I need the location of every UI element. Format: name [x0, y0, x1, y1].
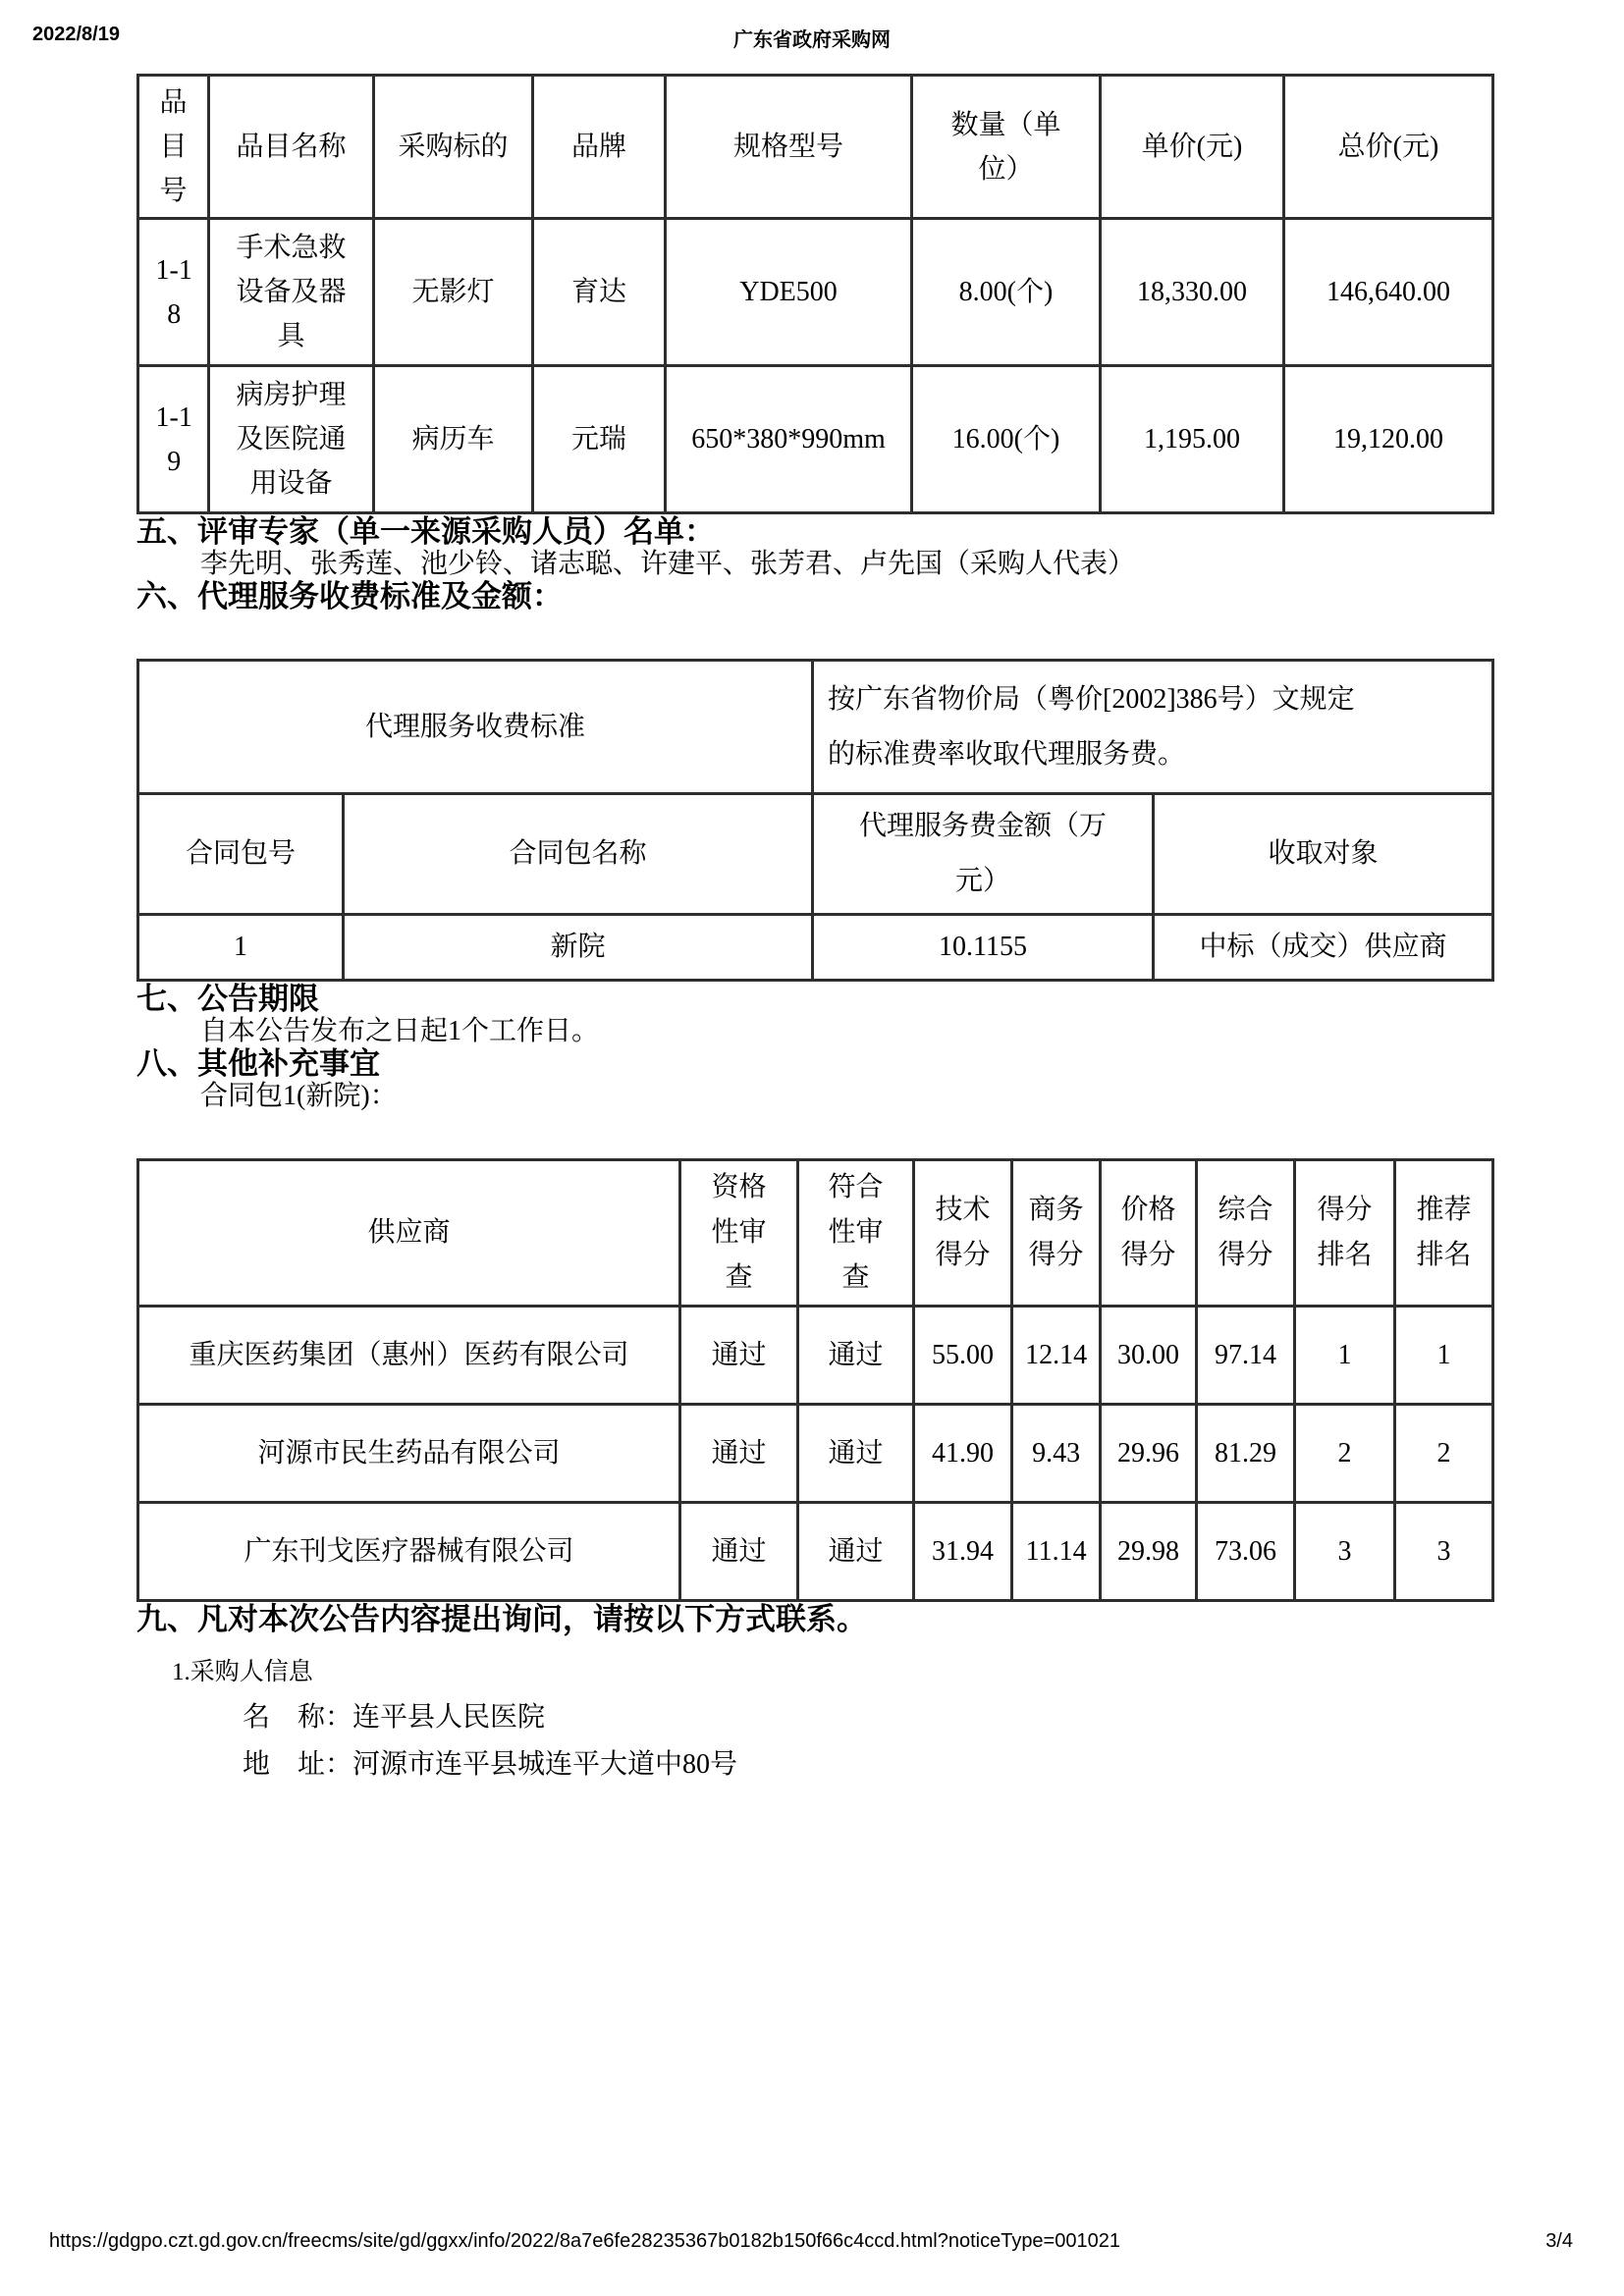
- items-header-brand: 品牌: [533, 76, 666, 219]
- cell-recommended-rank: 2: [1395, 1405, 1493, 1503]
- fee-standard-label: 代理服务收费标准: [138, 661, 813, 794]
- purchaser-address-line: [243, 1749, 1491, 1781]
- cell-payer: 中标（成交）供应商: [1154, 915, 1493, 981]
- items-header-unit-price: 单价(元): [1101, 76, 1284, 219]
- score-header-score-rank: [1295, 1160, 1395, 1307]
- cell-qualification: 通过: [680, 1405, 798, 1503]
- fee-standard-text: [813, 661, 1493, 794]
- fee-header-row: [138, 794, 1493, 915]
- items-row-1-18: [138, 219, 1493, 366]
- cell-technical-score: [914, 1503, 1012, 1601]
- cell-price-score: 29.96: [1101, 1405, 1197, 1503]
- cell-qualification: 通过: [680, 1307, 798, 1405]
- score-header-conformity: [798, 1160, 914, 1307]
- cell-quantity: 16.00(个): [912, 366, 1101, 513]
- cell-model: YDE500: [666, 219, 912, 366]
- cell-comprehensive-score: 81.29: [1197, 1405, 1295, 1503]
- items-header-total-price: 总价(元): [1284, 76, 1493, 219]
- section-six-heading: 六、代理服务收费标准及金额：: [136, 579, 563, 614]
- section-five-heading: 五、评审专家（单一来源采购人员）名单：: [136, 514, 715, 549]
- cell-score-rank: 3: [1295, 1503, 1395, 1601]
- cell-comprehensive-score: 97.14: [1197, 1307, 1295, 1405]
- score-header-technical: [914, 1160, 1012, 1307]
- score-header-technical-text: 技术得分: [935, 1195, 991, 1270]
- score-header-price: [1101, 1160, 1197, 1307]
- package-label: 合同包1(新院)：: [200, 1081, 398, 1111]
- fee-standard-text-content: 按广东省物价局（粤价[2002]386号）文规定的标准费率收取代理服务费。: [828, 683, 1355, 770]
- items-header-subject: 采购标的: [374, 76, 533, 219]
- items-header-quantity-text: 数量（单位）: [950, 109, 1061, 185]
- purchaser-info-label: 1.采购人信息: [172, 1659, 313, 1685]
- cell-package-no: 1: [138, 915, 344, 981]
- fee-header-payer: 收取对象: [1154, 794, 1493, 915]
- cell-business-score-text: 9.43: [1032, 1438, 1081, 1469]
- cell-brand: 育达: [533, 219, 666, 366]
- purchaser-address-value: 河源市连平县城连平大道中80号: [352, 1749, 738, 1780]
- score-table: [136, 1158, 1494, 1602]
- section-nine-heading: 九、凡对本次公告内容提出询问，请按以下方式联系。: [136, 1602, 867, 1636]
- cell-package-name: 新院: [344, 915, 813, 981]
- score-row-2: [138, 1405, 1493, 1503]
- score-row-1: [138, 1307, 1493, 1405]
- items-header-item-no-text: 品目号: [159, 87, 188, 206]
- cell-model: 650*380*990mm: [666, 366, 912, 513]
- section-eight-heading: 八、其他补充事宜: [136, 1046, 380, 1081]
- fee-standard-row: [138, 661, 1493, 794]
- score-header-price-text: 价格得分: [1120, 1195, 1176, 1270]
- purchaser-name-value: 连平县人民医院: [352, 1702, 546, 1733]
- cell-technical-score-text: 31.94: [932, 1536, 994, 1568]
- cell-supplier: 重庆医药集团（惠州）医药有限公司: [138, 1307, 680, 1405]
- cell-business-score: [1012, 1307, 1101, 1405]
- cell-technical-score-text: 55.00: [932, 1340, 994, 1371]
- footer-page-number: 3/4: [1545, 2230, 1573, 2252]
- cell-business-score-text: 12.14: [1025, 1340, 1088, 1371]
- items-header-model: 规格型号: [666, 76, 912, 219]
- cell-score-rank: 1: [1295, 1307, 1395, 1405]
- cell-total-price: 146,640.00: [1284, 219, 1493, 366]
- score-row-3: [138, 1503, 1493, 1601]
- items-table: [136, 74, 1494, 514]
- print-footer: [49, 2230, 1573, 2256]
- score-header-comprehensive-text: 综合得分: [1218, 1195, 1273, 1270]
- fee-header-package-name: 合同包名称: [344, 794, 813, 915]
- cell-conformity: 通过: [798, 1307, 914, 1405]
- score-header-qualification-text: 资格性审查: [711, 1172, 767, 1293]
- cell-subject: 无影灯: [374, 219, 533, 366]
- cell-quantity: 8.00(个): [912, 219, 1101, 366]
- cell-supplier: 河源市民生药品有限公司: [138, 1405, 680, 1503]
- score-header-conformity-text: 符合性审查: [828, 1172, 884, 1293]
- items-header-quantity: [912, 76, 1101, 219]
- fee-header-amount: [813, 794, 1154, 915]
- purchaser-name-line: [243, 1702, 1491, 1734]
- items-header-item-name: 品目名称: [209, 76, 374, 219]
- cell-recommended-rank: 3: [1395, 1503, 1493, 1601]
- score-header-recommended-rank-text: 推荐排名: [1416, 1195, 1472, 1270]
- header-date: 2022/8/19: [32, 24, 120, 45]
- cell-business-score-text: 11.14: [1025, 1536, 1087, 1568]
- cell-item-name: [209, 219, 374, 366]
- cell-price-score: 29.98: [1101, 1503, 1197, 1601]
- cell-business-score: [1012, 1503, 1101, 1601]
- fee-data-row: [138, 915, 1493, 981]
- cell-business-score: [1012, 1405, 1101, 1503]
- notice-period-text: 自本公告发布之日起1个工作日。: [200, 1016, 600, 1046]
- cell-item-no-text: 1-18: [155, 254, 192, 330]
- expert-names: 李先明、张秀莲、池少铃、诸志聪、许建平、张芳君、卢先国（采购人代表）: [200, 549, 1136, 579]
- cell-brand: 元瑞: [533, 366, 666, 513]
- cell-fee-amount: 10.1155: [813, 915, 1154, 981]
- cell-item-name: [209, 366, 374, 513]
- purchaser-name-label: 名 称：: [243, 1702, 353, 1733]
- cell-unit-price: 1,195.00: [1101, 366, 1284, 513]
- cell-item-no: [138, 366, 209, 513]
- score-header-score-rank-text: 得分排名: [1317, 1195, 1373, 1270]
- score-header-comprehensive: [1197, 1160, 1295, 1307]
- purchaser-address-label: 地 址：: [243, 1749, 353, 1780]
- cell-technical-score-text: 41.90: [932, 1438, 994, 1469]
- cell-qualification: 通过: [680, 1503, 798, 1601]
- items-row-1-19: [138, 366, 1493, 513]
- cell-item-name-text: 病房护理及医院通用设备: [236, 380, 347, 499]
- section-seven-heading: 七、公告期限: [136, 982, 319, 1016]
- items-header-item-no: [138, 76, 209, 219]
- cell-technical-score: [914, 1405, 1012, 1503]
- document-content: [136, 0, 1491, 1781]
- cell-price-score: 30.00: [1101, 1307, 1197, 1405]
- items-header-row: [138, 76, 1493, 219]
- cell-technical-score: [914, 1307, 1012, 1405]
- cell-item-no: [138, 219, 209, 366]
- score-header-business: [1012, 1160, 1101, 1307]
- fee-header-amount-text: 代理服务费金额（万元）: [859, 811, 1108, 896]
- cell-recommended-rank: 1: [1395, 1307, 1493, 1405]
- score-header-supplier: 供应商: [138, 1160, 680, 1307]
- score-header-business-text: 商务得分: [1028, 1195, 1084, 1270]
- cell-comprehensive-score: 73.06: [1197, 1503, 1295, 1601]
- score-header-row: [138, 1160, 1493, 1307]
- fee-header-package-no: 合同包号: [138, 794, 344, 915]
- cell-item-no-text: 1-19: [155, 401, 192, 477]
- cell-conformity: 通过: [798, 1503, 914, 1601]
- footer-url: https://gdgpo.czt.gd.gov.cn/freecms/site/gd/ggxx/info/2022/8a7e6fe28235367b0182b150f66c4ccd.html?noticeType=001021: [49, 2230, 1120, 2252]
- cell-supplier: 广东刊戈医疗器械有限公司: [138, 1503, 680, 1601]
- score-header-recommended-rank: [1395, 1160, 1493, 1307]
- cell-score-rank: 2: [1295, 1405, 1395, 1503]
- score-header-qualification: [680, 1160, 798, 1307]
- cell-total-price: 19,120.00: [1284, 366, 1493, 513]
- cell-subject: 病历车: [374, 366, 533, 513]
- cell-conformity: 通过: [798, 1405, 914, 1503]
- cell-item-name-text: 手术急救设备及器具: [236, 233, 347, 351]
- cell-unit-price: 18,330.00: [1101, 219, 1284, 366]
- agency-fee-table: [136, 659, 1494, 982]
- header-site-title: 广东省政府采购网: [733, 29, 891, 51]
